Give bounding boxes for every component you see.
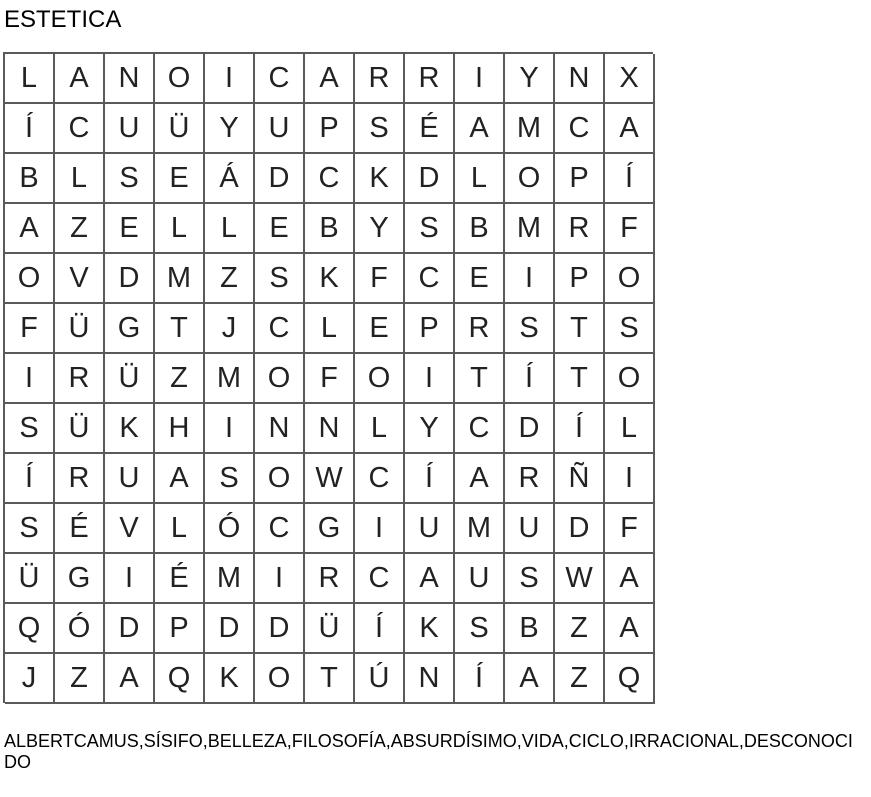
grid-cell: I — [505, 254, 555, 304]
grid-cell: R — [555, 204, 605, 254]
grid-cell: W — [555, 554, 605, 604]
grid-cell: T — [555, 354, 605, 404]
grid-cell: Z — [555, 604, 605, 654]
grid-cell: Í — [355, 604, 405, 654]
grid-cell: Í — [555, 404, 605, 454]
grid-cell: A — [55, 54, 105, 104]
grid-cell: Ó — [205, 504, 255, 554]
word-search-grid — [3, 52, 653, 703]
puzzle-title: ESTETICA — [4, 6, 122, 33]
grid-cell: S — [455, 604, 505, 654]
grid-cell: E — [455, 254, 505, 304]
grid-cell: A — [605, 604, 655, 654]
grid-cell: O — [255, 354, 305, 404]
grid-cell: R — [405, 54, 455, 104]
grid-cell: I — [205, 404, 255, 454]
grid-cell: A — [605, 554, 655, 604]
grid-cell: Ü — [305, 604, 355, 654]
grid-cell: O — [355, 354, 405, 404]
grid-cell: Y — [205, 104, 255, 154]
grid-cell: C — [455, 404, 505, 454]
grid-cell: S — [5, 404, 55, 454]
grid-cell: K — [305, 254, 355, 304]
grid-cell: D — [105, 254, 155, 304]
grid-cell: E — [155, 154, 205, 204]
grid-cell: S — [405, 204, 455, 254]
grid-cell: T — [155, 304, 205, 354]
grid-cell: O — [255, 654, 305, 704]
grid-cell: Z — [55, 654, 105, 704]
grid-cell: L — [305, 304, 355, 354]
grid-cell: P — [555, 154, 605, 204]
grid-cell: J — [5, 654, 55, 704]
grid-cell: Ú — [355, 654, 405, 704]
grid-cell: N — [555, 54, 605, 104]
grid-cell: L — [455, 154, 505, 204]
grid-cell: G — [105, 304, 155, 354]
grid-cell: W — [305, 454, 355, 504]
grid-cell: D — [255, 154, 305, 204]
grid-cell: G — [305, 504, 355, 554]
grid-cell: V — [55, 254, 105, 304]
grid-cell: A — [455, 104, 505, 154]
grid-cell: S — [255, 254, 305, 304]
grid-cell: Z — [205, 254, 255, 304]
grid-cell: T — [455, 354, 505, 404]
grid-cell: P — [305, 104, 355, 154]
grid-cell: K — [355, 154, 405, 204]
grid-cell: U — [105, 104, 155, 154]
grid-cell: U — [105, 454, 155, 504]
grid-cell: O — [505, 154, 555, 204]
grid-cell: N — [255, 404, 305, 454]
grid-cell: É — [55, 504, 105, 554]
grid-cell: Q — [5, 604, 55, 654]
grid-cell: Q — [605, 654, 655, 704]
grid-cell: Z — [55, 204, 105, 254]
grid-cell: S — [505, 304, 555, 354]
grid-cell: U — [255, 104, 305, 154]
grid-cell: Y — [505, 54, 555, 104]
grid-cell: D — [205, 604, 255, 654]
grid-cell: A — [155, 454, 205, 504]
grid-cell: R — [355, 54, 405, 104]
grid-cell: C — [305, 154, 355, 204]
grid-cell: K — [105, 404, 155, 454]
grid-cell: N — [405, 654, 455, 704]
grid-cell: I — [255, 554, 305, 604]
grid-cell: A — [455, 454, 505, 504]
grid-cell: O — [605, 254, 655, 304]
grid-cell: I — [455, 54, 505, 104]
grid-cell: Í — [605, 154, 655, 204]
grid-cell: C — [355, 554, 405, 604]
grid-cell: Í — [405, 454, 455, 504]
grid-cell: S — [205, 454, 255, 504]
grid-cell: Í — [455, 654, 505, 704]
grid-cell: D — [105, 604, 155, 654]
grid-cell: C — [255, 54, 305, 104]
grid-cell: O — [155, 54, 205, 104]
grid-cell: M — [155, 254, 205, 304]
grid-cell: R — [305, 554, 355, 604]
grid-cell: C — [255, 504, 305, 554]
grid-cell: L — [5, 54, 55, 104]
grid-cell: S — [605, 304, 655, 354]
grid-cell: F — [605, 204, 655, 254]
grid-cell: J — [205, 304, 255, 354]
grid-cell: P — [555, 254, 605, 304]
grid-cell: Ü — [55, 404, 105, 454]
grid-cell: U — [505, 504, 555, 554]
grid-cell: N — [105, 54, 155, 104]
grid-cell: Í — [5, 104, 55, 154]
grid-cell: G — [55, 554, 105, 604]
grid-cell: L — [605, 404, 655, 454]
grid-cell: F — [605, 504, 655, 554]
grid-cell: Y — [355, 204, 405, 254]
grid-cell: L — [155, 204, 205, 254]
grid-cell: E — [255, 204, 305, 254]
grid-cell: I — [605, 454, 655, 504]
grid-cell: A — [505, 654, 555, 704]
grid-cell: S — [505, 554, 555, 604]
grid-cell: R — [55, 354, 105, 404]
grid-cell: Í — [505, 354, 555, 404]
grid-cell: C — [355, 454, 405, 504]
grid-cell: Ó — [55, 604, 105, 654]
grid-cell: F — [355, 254, 405, 304]
grid-cell: K — [405, 604, 455, 654]
grid-cell: L — [205, 204, 255, 254]
grid-cell: U — [455, 554, 505, 604]
grid-cell: Z — [555, 654, 605, 704]
grid-cell: I — [355, 504, 405, 554]
grid-cell: O — [605, 354, 655, 404]
grid-cell: A — [305, 54, 355, 104]
grid-cell: T — [305, 654, 355, 704]
grid-cell: H — [155, 404, 205, 454]
grid-cell: Ñ — [555, 454, 605, 504]
grid-cell: Ü — [105, 354, 155, 404]
grid-cell: Ü — [5, 554, 55, 604]
grid-cell: P — [405, 304, 455, 354]
grid-cell: F — [5, 304, 55, 354]
grid-cell: É — [405, 104, 455, 154]
grid-cell: M — [455, 504, 505, 554]
grid-cell: Z — [155, 354, 205, 404]
grid-cell: R — [505, 454, 555, 504]
grid-cell: Y — [405, 404, 455, 454]
grid-cell: S — [105, 154, 155, 204]
grid-cell: M — [505, 204, 555, 254]
grid-cell: R — [455, 304, 505, 354]
grid-cell: I — [205, 54, 255, 104]
grid-cell: C — [255, 304, 305, 354]
grid-cell: D — [505, 404, 555, 454]
grid-cell: T — [555, 304, 605, 354]
grid-cell: M — [505, 104, 555, 154]
grid-cell: É — [155, 554, 205, 604]
word-list: ALBERTCAMUS,SÍSIFO,BELLEZA,FILOSOFÍA,ABSURDÍSIMO,VIDA,CICLO,IRRACIONAL,DESCONOCIDO — [4, 731, 853, 772]
grid-cell: R — [55, 454, 105, 504]
grid-cell: B — [305, 204, 355, 254]
grid-cell: D — [555, 504, 605, 554]
grid-cell: L — [355, 404, 405, 454]
grid-cell: E — [105, 204, 155, 254]
grid-cell: D — [255, 604, 305, 654]
grid-cell: Í — [5, 454, 55, 504]
grid-cell: L — [55, 154, 105, 204]
grid-cell: B — [455, 204, 505, 254]
grid-cell: A — [405, 554, 455, 604]
grid-cell: N — [305, 404, 355, 454]
grid-cell: I — [5, 354, 55, 404]
grid-cell: Ü — [55, 304, 105, 354]
grid-cell: S — [355, 104, 405, 154]
grid-cell: V — [105, 504, 155, 554]
grid-cell: C — [55, 104, 105, 154]
grid-cell: P — [155, 604, 205, 654]
grid-cell: X — [605, 54, 655, 104]
grid-cell: D — [405, 154, 455, 204]
grid-cell: Á — [205, 154, 255, 204]
grid-cell: M — [205, 354, 255, 404]
grid-cell: Ü — [155, 104, 205, 154]
grid-cell: U — [405, 504, 455, 554]
grid-cell: B — [505, 604, 555, 654]
grid-cell: O — [255, 454, 305, 504]
grid-cell: K — [205, 654, 255, 704]
grid-cell: I — [405, 354, 455, 404]
grid-cell: C — [555, 104, 605, 154]
grid-cell: O — [5, 254, 55, 304]
grid-cell: A — [605, 104, 655, 154]
grid-cell: F — [305, 354, 355, 404]
grid-cell: Q — [155, 654, 205, 704]
grid-cell: M — [205, 554, 255, 604]
grid-cell: B — [5, 154, 55, 204]
grid-cell: A — [5, 204, 55, 254]
grid-cell: S — [5, 504, 55, 554]
grid-cell: A — [105, 654, 155, 704]
grid-cell: L — [155, 504, 205, 554]
grid-cell: E — [355, 304, 405, 354]
grid-cell: C — [405, 254, 455, 304]
grid-cell: I — [105, 554, 155, 604]
